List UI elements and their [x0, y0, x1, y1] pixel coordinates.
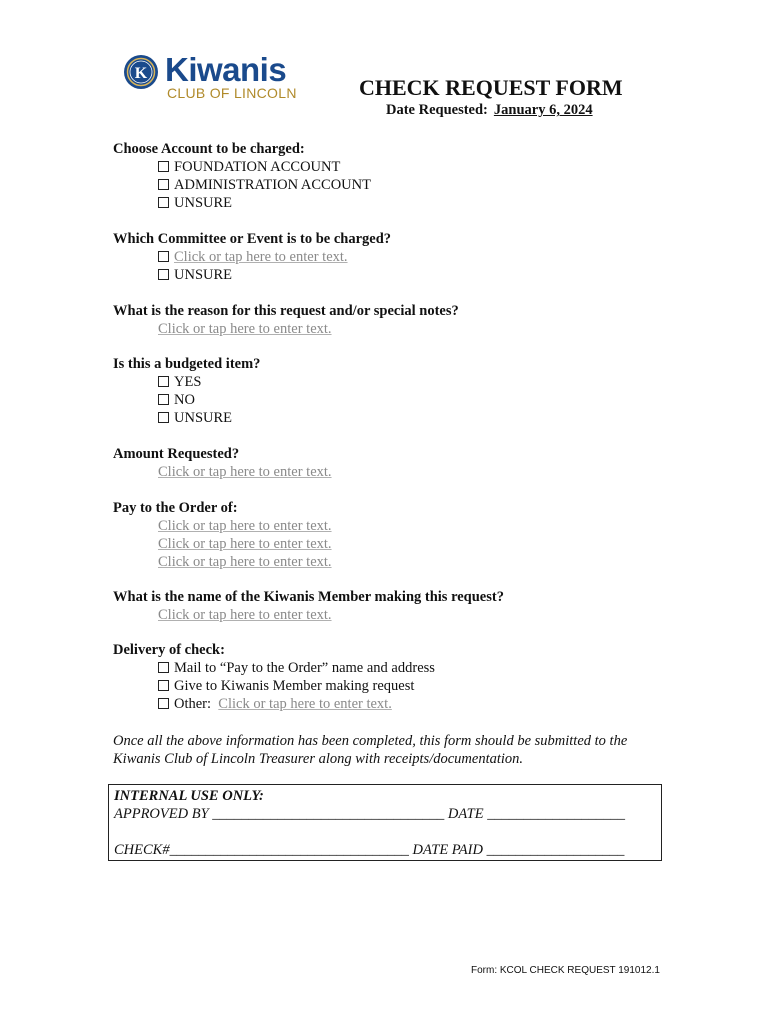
option-label: UNSURE [174, 410, 233, 426]
checkbox[interactable] [158, 251, 169, 262]
payee-line-3-input[interactable]: Click or tap here to enter text. [158, 554, 332, 570]
reason-input[interactable]: Click or tap here to enter text. [158, 321, 332, 337]
date-label: Date Requested: [386, 102, 488, 118]
committee-question: Which Committee or Event is to be charged? [113, 231, 392, 247]
budgeted-option-unsure[interactable] [158, 409, 232, 427]
checkbox[interactable] [158, 179, 169, 190]
option-label: NO [174, 392, 195, 408]
logo-wordmark: Kiwanis [165, 51, 287, 88]
account-question-text: Choose Account to be charged: [113, 141, 305, 157]
internal-heading: INTERNAL USE ONLY: [114, 788, 264, 804]
form-footer: Form: KCOL CHECK REQUEST 191012.1 [471, 965, 660, 976]
svg-text:K: K [134, 65, 148, 82]
member-question: What is the name of the Kiwanis Member making this request? [113, 589, 504, 605]
account-option-foundation[interactable] [158, 158, 340, 176]
option-label: UNSURE [174, 195, 233, 211]
payee-input-row[interactable] [158, 553, 332, 571]
option-label: UNSURE [174, 267, 233, 283]
member-input[interactable]: Click or tap here to enter text. [158, 607, 332, 623]
committee-option-text[interactable] [158, 248, 348, 266]
reason-input-row[interactable] [158, 320, 332, 338]
option-label: Mail to “Pay to the Order” name and address [174, 660, 435, 676]
checkbox[interactable] [158, 662, 169, 673]
date-requested [386, 101, 593, 119]
account-option-administration[interactable] [158, 176, 371, 194]
note-line-1: Once all the above information has been completed, this form should be submitted to the [113, 733, 628, 749]
option-label: Give to Kiwanis Member making request [174, 678, 415, 694]
delivery-option-other[interactable] [158, 695, 392, 713]
amount-input[interactable]: Click or tap here to enter text. [158, 464, 332, 480]
account-option-unsure[interactable] [158, 194, 232, 212]
form-title: CHECK REQUEST FORM [359, 75, 623, 100]
amount-input-row[interactable] [158, 463, 332, 481]
checkbox[interactable] [158, 376, 169, 387]
submission-note [113, 732, 673, 768]
amount-question: Amount Requested? [113, 446, 240, 462]
option-label: FOUNDATION ACCOUNT [174, 159, 341, 175]
kiwanis-logo [123, 51, 323, 104]
checkbox[interactable] [158, 394, 169, 405]
checkbox[interactable] [158, 698, 169, 709]
checkbox[interactable] [158, 197, 169, 208]
payee-line-1-input[interactable]: Click or tap here to enter text. [158, 518, 332, 534]
kiwanis-k-emblem-icon [123, 54, 159, 90]
checkbox[interactable] [158, 412, 169, 423]
checkbox[interactable] [158, 269, 169, 280]
approved-by-line: APPROVED BY ________________________________ DATE ___________________ [114, 806, 625, 822]
payee-input-row[interactable] [158, 517, 332, 535]
logo-subtitle: CLUB OF LINCOLN [167, 85, 297, 101]
option-label: ADMINISTRATION ACCOUNT [174, 177, 371, 193]
internal-use-box [108, 784, 662, 861]
payee-input-row[interactable] [158, 535, 332, 553]
date-value[interactable]: January 6, 2024 [493, 102, 593, 118]
budgeted-option-yes[interactable] [158, 373, 201, 391]
delivery-question: Delivery of check: [113, 642, 225, 658]
member-input-row[interactable] [158, 606, 332, 624]
option-label: Other: [174, 696, 212, 712]
account-question [113, 140, 305, 158]
option-label: YES [174, 374, 202, 390]
check-number-line: CHECK#_________________________________ DATE PAID ___________________ [114, 842, 625, 858]
checkbox[interactable] [158, 161, 169, 172]
payee-line-2-input[interactable]: Click or tap here to enter text. [158, 536, 332, 552]
payee-question: Pay to the Order of: [113, 500, 238, 516]
delivery-other-input[interactable]: Click or tap here to enter text. [218, 696, 392, 712]
checkbox[interactable] [158, 680, 169, 691]
reason-question: What is the reason for this request and/or special notes? [113, 303, 459, 319]
note-line-2: Kiwanis Club of Lincoln Treasurer along with receipts/documentation. [113, 751, 524, 767]
committee-option-unsure[interactable] [158, 266, 232, 284]
delivery-option-mail[interactable] [158, 659, 435, 677]
budgeted-option-no[interactable] [158, 391, 195, 409]
delivery-option-give[interactable] [158, 677, 414, 695]
budgeted-question: Is this a budgeted item? [113, 356, 261, 372]
committee-input[interactable]: Click or tap here to enter text. [174, 249, 348, 265]
